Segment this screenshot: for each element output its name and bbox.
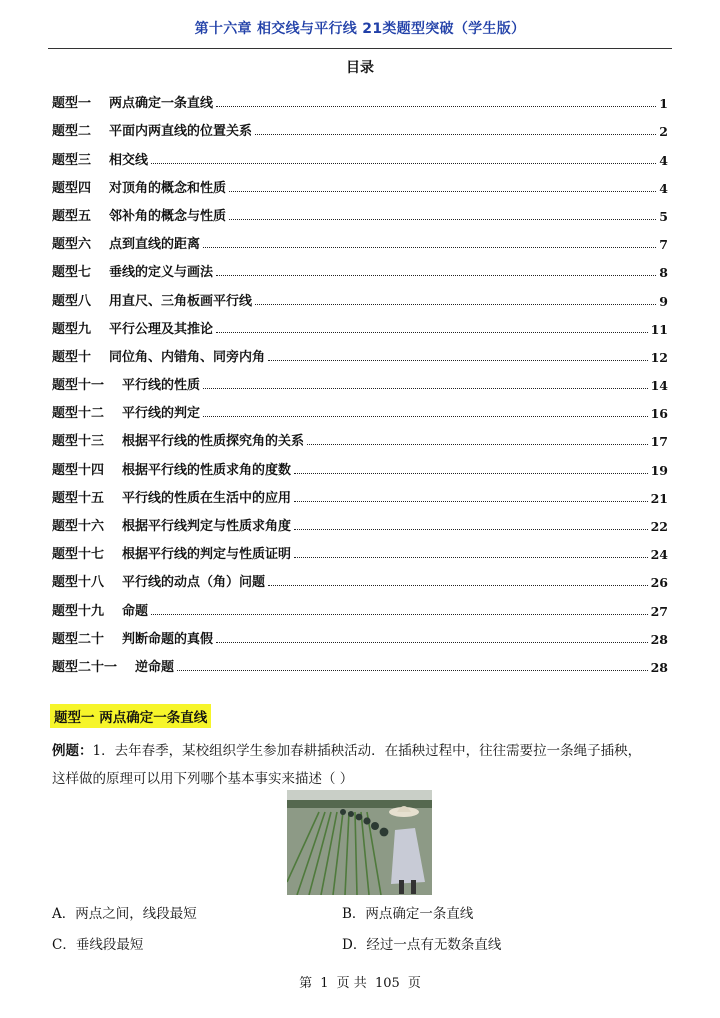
toc-leader-dots (307, 443, 648, 445)
toc-entry[interactable] (52, 280, 668, 308)
toc-leader-dots (255, 303, 656, 305)
toc-entry-label: 平面内两直线的位置关系 (109, 124, 253, 140)
footer-middle: 页 共 (336, 976, 367, 991)
toc-entry-page: 21 (650, 490, 668, 506)
toc-entry-number: 题型十九 (52, 603, 105, 619)
toc-entry-page: 24 (650, 547, 668, 563)
rice-planting-photo (287, 790, 432, 895)
toc-entry-label: 平行线的动点（角）问题 (122, 575, 266, 591)
toc-entry-label: 邻补角的概念与性质 (109, 208, 227, 224)
example-question (52, 737, 670, 793)
toc-leader-dots (229, 218, 656, 220)
toc-entry-number: 题型十三 (52, 434, 105, 450)
toc-entry-label: 命题 (122, 603, 149, 619)
toc-entry-number: 题型十五 (52, 490, 105, 506)
toc-entry[interactable] (52, 421, 668, 449)
toc-leader-dots (294, 528, 648, 530)
toc-entry-number: 题型四 (52, 180, 92, 196)
toc-entry-label: 根据平行线的性质探究角的关系 (122, 434, 305, 450)
toc-entry-number: 题型九 (52, 321, 92, 337)
option-b[interactable]: B．两点确定一条直线 (342, 906, 474, 922)
option-a[interactable]: A．两点之间，线段最短 (52, 906, 197, 922)
rice-planting-illustration (287, 790, 432, 895)
toc-entry-number: 题型七 (52, 265, 92, 281)
toc-title: 目录 (346, 60, 374, 76)
toc-entry[interactable] (52, 196, 668, 224)
toc-entry[interactable] (52, 252, 668, 280)
toc-entry-page: 19 (650, 462, 668, 478)
document-title: 第十六章 相交线与平行线 21类题型突破（学生版） (194, 21, 526, 37)
toc-leader-dots (216, 105, 656, 107)
toc-entry-page: 14 (650, 378, 668, 394)
toc-entry-label: 根据平行线判定与性质求角度 (122, 519, 292, 534)
toc-entry-page: 5 (659, 208, 668, 224)
toc-leader-dots (294, 556, 648, 558)
toc-entry[interactable] (52, 111, 668, 139)
toc-entry[interactable] (52, 365, 668, 393)
toc-entry-page: 26 (650, 575, 668, 591)
toc-entry-number: 题型十八 (52, 575, 105, 591)
toc-entry-label: 两点确定一条直线 (109, 96, 214, 112)
toc-entry-label: 对顶角的概念和性质 (109, 180, 227, 196)
toc-entry-page: 28 (650, 631, 668, 647)
current-page-number: 1 (320, 976, 329, 991)
page-footer (0, 972, 720, 991)
option-d[interactable]: D．经过一点有无数条直线 (342, 937, 502, 953)
toc-leader-dots (151, 162, 656, 164)
toc-entry-label: 点到直线的距离 (109, 237, 201, 253)
toc-entry-page: 22 (650, 519, 668, 534)
toc-entry[interactable] (52, 337, 668, 365)
toc-leader-dots (177, 669, 648, 671)
toc-leader-dots (216, 331, 648, 333)
toc-entry-label: 根据平行线的判定与性质证明 (122, 547, 292, 563)
toc-entry-page: 4 (659, 152, 668, 168)
toc-leader-dots (151, 613, 648, 615)
toc-entry[interactable] (52, 590, 668, 618)
toc-entry[interactable] (52, 83, 668, 111)
question-label: 例题： (52, 743, 93, 759)
toc-entry-number: 题型六 (52, 237, 92, 253)
toc-entry-label: 用直尺、三角板画平行线 (109, 293, 253, 309)
toc-leader-dots (268, 584, 648, 586)
toc-entry-page: 2 (659, 124, 668, 140)
toc-entry[interactable] (52, 309, 668, 337)
toc-entry-number: 题型十六 (52, 519, 105, 534)
toc-entry[interactable] (52, 168, 668, 196)
toc-entry-label: 相交线 (109, 152, 149, 168)
toc-entry[interactable] (52, 139, 668, 167)
toc-entry-number: 题型十一 (52, 378, 105, 394)
toc-leader-dots (216, 274, 656, 276)
toc-entry-number: 题型一 (52, 96, 92, 112)
toc-entry-label: 同位角、内错角、同旁内角 (109, 349, 266, 365)
toc-entry-page: 7 (659, 237, 668, 253)
toc-entry-page: 11 (650, 321, 668, 337)
toc-entry-label: 根据平行线的性质求角的度数 (122, 462, 292, 478)
toc-entry-number: 题型十二 (52, 406, 105, 422)
footer-prefix: 第 (299, 976, 313, 991)
toc-entry[interactable] (52, 478, 668, 506)
toc-leader-dots (229, 190, 656, 192)
toc-entry[interactable] (52, 534, 668, 562)
toc-leader-dots (294, 472, 648, 474)
toc-leader-dots (203, 415, 648, 417)
total-pages: 105 (374, 976, 400, 991)
toc-entry-number: 题型十四 (52, 462, 105, 478)
toc-leader-dots (268, 359, 648, 361)
toc-entry[interactable] (52, 449, 668, 477)
question-text-line1: 1．去年春季，某校组织学生参加春耕插秧活动．在插秧过程中，往往需要拉一条绳子插秧， (92, 743, 642, 759)
toc-entry-number: 题型三 (52, 152, 92, 168)
toc-entry-page: 28 (650, 659, 668, 675)
toc-entry-label: 平行线的性质 (122, 378, 201, 394)
toc-entry-page: 9 (659, 293, 668, 309)
toc-entry-page: 16 (650, 406, 668, 422)
toc-entry-page: 1 (659, 96, 668, 112)
option-c[interactable]: C．垂线段最短 (52, 937, 144, 953)
toc-entry-page: 4 (659, 180, 668, 196)
toc-entry-label: 逆命题 (135, 659, 175, 675)
page-header (48, 14, 672, 49)
toc-entry-number: 题型二 (52, 124, 92, 140)
toc-leader-dots (255, 133, 656, 135)
footer-suffix: 页 (407, 976, 421, 991)
toc-leader-dots (294, 500, 648, 502)
toc-entry[interactable] (52, 647, 668, 675)
toc-leader-dots (203, 387, 648, 389)
toc-entry-label: 判断命题的真假 (122, 631, 214, 647)
toc-entry[interactable] (52, 224, 668, 252)
toc-entry-number: 题型五 (52, 208, 92, 224)
toc-entry-page: 8 (659, 265, 668, 281)
toc-entry[interactable] (52, 619, 668, 647)
toc-leader-dots (203, 246, 656, 248)
toc-entry-label: 平行线的性质在生活中的应用 (122, 490, 292, 506)
toc-entry[interactable] (52, 393, 668, 421)
toc-entry-page: 12 (650, 349, 668, 365)
toc-entry-number: 题型八 (52, 293, 92, 309)
toc-entry-number: 题型二十一 (52, 659, 118, 675)
toc-entry-label: 平行公理及其推论 (109, 321, 214, 337)
toc-entry-number: 题型二十 (52, 631, 105, 647)
toc-leader-dots (216, 641, 648, 643)
toc-entry[interactable] (52, 506, 668, 534)
table-of-contents (52, 83, 668, 675)
toc-entry-number: 题型十七 (52, 547, 105, 563)
section-heading: 题型一 两点确定一条直线 (50, 704, 211, 728)
question-text-line2: 这样做的原理可以用下列哪个基本事实来描述（ ） (52, 771, 354, 787)
toc-entry-number: 题型十 (52, 349, 92, 365)
toc-entry-page: 27 (650, 603, 668, 619)
toc-entry-label: 平行线的判定 (122, 406, 201, 422)
toc-entry-label: 垂线的定义与画法 (109, 265, 214, 281)
toc-entry-page: 17 (650, 434, 668, 450)
toc-entry[interactable] (52, 562, 668, 590)
